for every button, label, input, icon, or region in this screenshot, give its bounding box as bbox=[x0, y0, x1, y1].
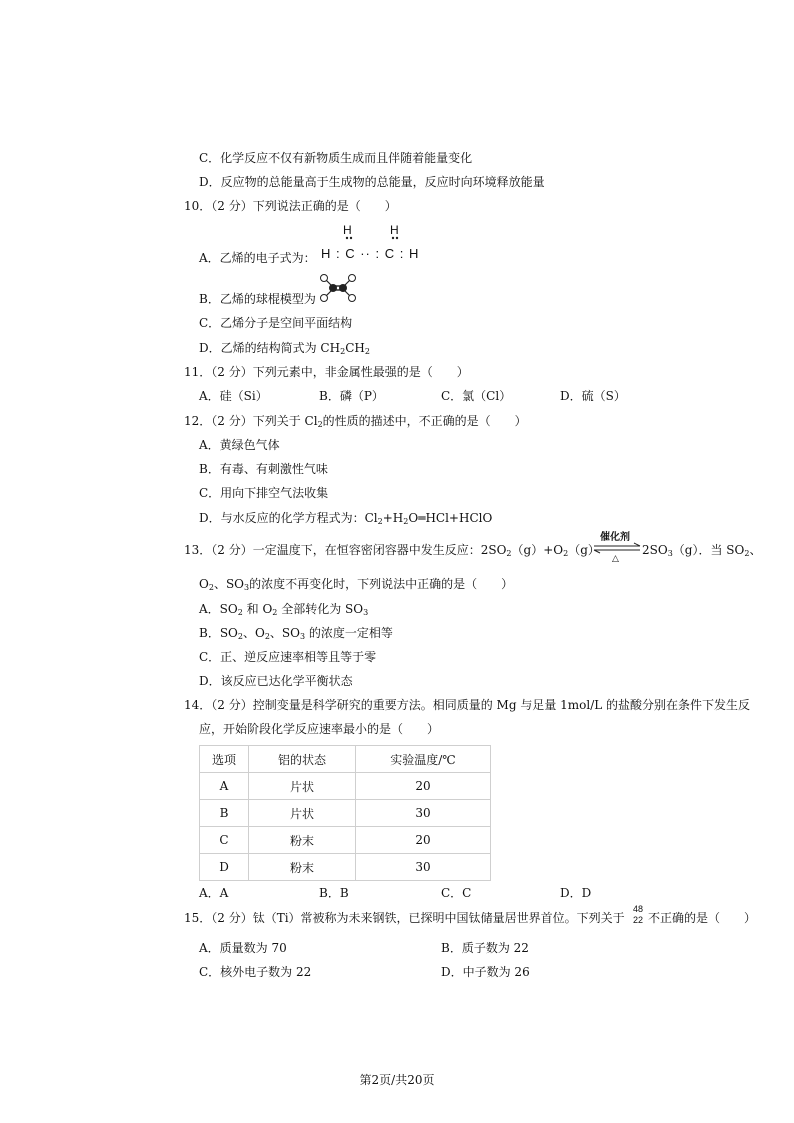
q13-b-mid2: 、SO bbox=[269, 626, 300, 640]
table-header: 铝的状态 bbox=[249, 746, 356, 773]
q12-option-d bbox=[199, 510, 492, 530]
page-footer: 第2页/共20页 bbox=[359, 1073, 435, 1087]
q9-option-c: C．化学反应不仅有新物质生成而且伴随着能量变化 bbox=[199, 151, 473, 165]
table-cell: 20 bbox=[356, 773, 491, 800]
lewis-top-h2: H bbox=[390, 223, 399, 237]
q11-option-b: B．磷（P） bbox=[319, 389, 384, 403]
q13-b-mid: 、O bbox=[242, 626, 265, 640]
q13-mid1: （g）+O bbox=[511, 543, 564, 557]
q12-d-sub1: 2 bbox=[377, 517, 383, 526]
q15-option-d: D．中子数为 26 bbox=[441, 965, 530, 979]
q14-option-d: D．D bbox=[560, 886, 592, 900]
q13-a-sub2: 2 bbox=[272, 608, 278, 617]
q14-option-a: A．A bbox=[199, 886, 229, 900]
catalyst-label: 催化剂 bbox=[600, 532, 630, 543]
q10-option-b: B．乙烯的球棍模型为 bbox=[199, 292, 316, 306]
q12-option-a: A．黄绿色气体 bbox=[199, 438, 280, 452]
q13-stem-pre: 13．（2 分）一定温度下，在恒容密闭容器中发生反应：2SO bbox=[184, 543, 507, 557]
q13-l2-mid: 、SO bbox=[213, 577, 244, 591]
q13-option-a bbox=[199, 601, 368, 621]
table-cell: 片状 bbox=[249, 773, 356, 800]
q10-stem: 10．（2 分）下列说法正确的是（ ） bbox=[184, 199, 397, 213]
table-row bbox=[200, 854, 491, 881]
table-cell: B bbox=[200, 800, 249, 827]
table-row bbox=[200, 773, 491, 800]
table-cell: 片状 bbox=[249, 800, 356, 827]
q10-d-sub2: 2 bbox=[364, 347, 370, 356]
q12-option-c: C．用向下排空气法收集 bbox=[199, 486, 329, 500]
q10-option-d bbox=[199, 340, 370, 360]
q11-option-a: A．硅（Si） bbox=[199, 389, 268, 403]
q13-prod-post: （g）．当 SO bbox=[672, 543, 745, 557]
q12-stem bbox=[184, 413, 527, 433]
q12-option-b: B．有毒、有刺激性气味 bbox=[199, 462, 328, 476]
q13-a-mid: 和 O bbox=[242, 602, 273, 616]
q10-option-a: A．乙烯的电子式为： bbox=[199, 251, 316, 265]
table-cell: D bbox=[200, 854, 249, 881]
ball-stick-model-icon bbox=[318, 273, 360, 303]
q11-option-c: C．氯（Cl） bbox=[441, 389, 512, 403]
q14-option-b: B．B bbox=[319, 886, 349, 900]
q10-d-mid: CH bbox=[345, 341, 365, 355]
heat-symbol: △ bbox=[612, 554, 619, 564]
table-cell: 30 bbox=[356, 800, 491, 827]
experiment-table bbox=[199, 745, 491, 881]
q13-mid2: （g） bbox=[568, 543, 600, 557]
q13-stem-line2 bbox=[199, 576, 513, 596]
q9-option-d: D．反应物的总能量高于生成物的总能量，反应时向环境释放能量 bbox=[199, 175, 545, 189]
q13-option-d: D．该反应已达化学平衡状态 bbox=[199, 674, 353, 688]
q10-option-c: C．乙烯分子是空间平面结构 bbox=[199, 316, 353, 330]
q13-b-post: 的浓度一定相等 bbox=[305, 626, 393, 640]
q13-tail: 、 bbox=[749, 543, 762, 557]
q13-l2-post: 的浓度不再变化时，下列说法中正确的是（ ） bbox=[249, 577, 514, 591]
q13-b-pre: B．SO bbox=[199, 626, 238, 640]
q11-stem: 11．（2 分）下列元素中，非金属性最强的是（ ） bbox=[184, 365, 469, 379]
q13-b-sub2: 2 bbox=[264, 632, 270, 641]
table-cell: C bbox=[200, 827, 249, 854]
q15-option-c: C．核外电子数为 22 bbox=[199, 965, 312, 979]
q13-l2-sub2: 3 bbox=[244, 583, 250, 592]
q12-d-mid: +H bbox=[382, 511, 404, 525]
q12-d-pre: D．与水反应的化学方程式为：Cl bbox=[199, 511, 378, 525]
q13-option-b bbox=[199, 625, 393, 645]
q10-d-prefix: D．乙烯的结构简式为 CH bbox=[199, 341, 341, 355]
q15-mass-number: 48 bbox=[633, 904, 644, 914]
q13-a-sub1: 2 bbox=[237, 608, 243, 617]
q13-sub1: 2 bbox=[506, 549, 512, 558]
table-cell: 30 bbox=[356, 854, 491, 881]
lewis-top-dots bbox=[340, 236, 420, 244]
q15-atomic-number: 22 bbox=[633, 915, 644, 925]
table-header-row bbox=[200, 746, 491, 773]
q13-sub2: 2 bbox=[563, 549, 569, 558]
q15-option-b: B．质子数为 22 bbox=[441, 941, 529, 955]
table-cell: A bbox=[200, 773, 249, 800]
table-header: 选项 bbox=[200, 746, 249, 773]
q13-l2-sub1: 2 bbox=[208, 583, 214, 592]
q13-b-sub1: 2 bbox=[237, 632, 243, 641]
q15-stem-pre: 15．（2 分）钛（Ti）常被称为未来钢铁，已探明中国钛储量居世界首位。下列关于 bbox=[184, 911, 625, 925]
q12-stem-post: 的性质的描述中，不正确的是（ ） bbox=[322, 414, 527, 428]
q15-option-a: A．质量数为 70 bbox=[199, 941, 287, 955]
table-header: 实验温度/℃ bbox=[356, 746, 491, 773]
q13-a-mid2: 全部转化为 SO bbox=[277, 602, 364, 616]
q14-stem-line2: 应，开始阶段化学反应速率最小的是（ ） bbox=[199, 722, 440, 736]
table-cell: 粉末 bbox=[249, 854, 356, 881]
table-row bbox=[200, 827, 491, 854]
table-cell: 20 bbox=[356, 827, 491, 854]
q10-d-sub1: 2 bbox=[340, 347, 346, 356]
q14-stem-line1: 14．（2 分）控制变量是科学研究的重要方法。相同质量的 Mg 与足量 1mol/L 的盐酸分别在条件下发生反 bbox=[184, 698, 751, 712]
lewis-top-h1: H bbox=[343, 223, 352, 237]
q13-sub4: 2 bbox=[744, 549, 750, 558]
table-row bbox=[200, 800, 491, 827]
q13-stem-line1 bbox=[184, 542, 600, 562]
q13-option-c: C．正、逆反应速率相等且等于零 bbox=[199, 650, 377, 664]
q13-product bbox=[642, 542, 761, 562]
q13-sub3: 3 bbox=[667, 549, 673, 558]
q12-d-sub2: 2 bbox=[403, 517, 409, 526]
q11-option-d: D．硫（S） bbox=[560, 389, 626, 403]
q13-l2-pre: O bbox=[199, 577, 209, 591]
q13-a-sub3: 3 bbox=[363, 608, 369, 617]
q13-prod-pre: 2SO bbox=[642, 543, 668, 557]
q13-a-pre: A．SO bbox=[199, 602, 238, 616]
q12-d-post: O═HCl+HClO bbox=[408, 511, 493, 525]
q14-option-c: C．C bbox=[441, 886, 472, 900]
q15-stem-post: 不正确的是（ ） bbox=[648, 911, 757, 925]
q12-stem-pre: 12．（2 分）下列关于 Cl bbox=[184, 414, 318, 428]
ethylene-lewis-structure: H : C ·· : C : H bbox=[321, 246, 420, 261]
q12-stem-sub: 2 bbox=[317, 420, 323, 429]
table-cell: 粉末 bbox=[249, 827, 356, 854]
q13-b-sub3: 3 bbox=[299, 632, 306, 641]
